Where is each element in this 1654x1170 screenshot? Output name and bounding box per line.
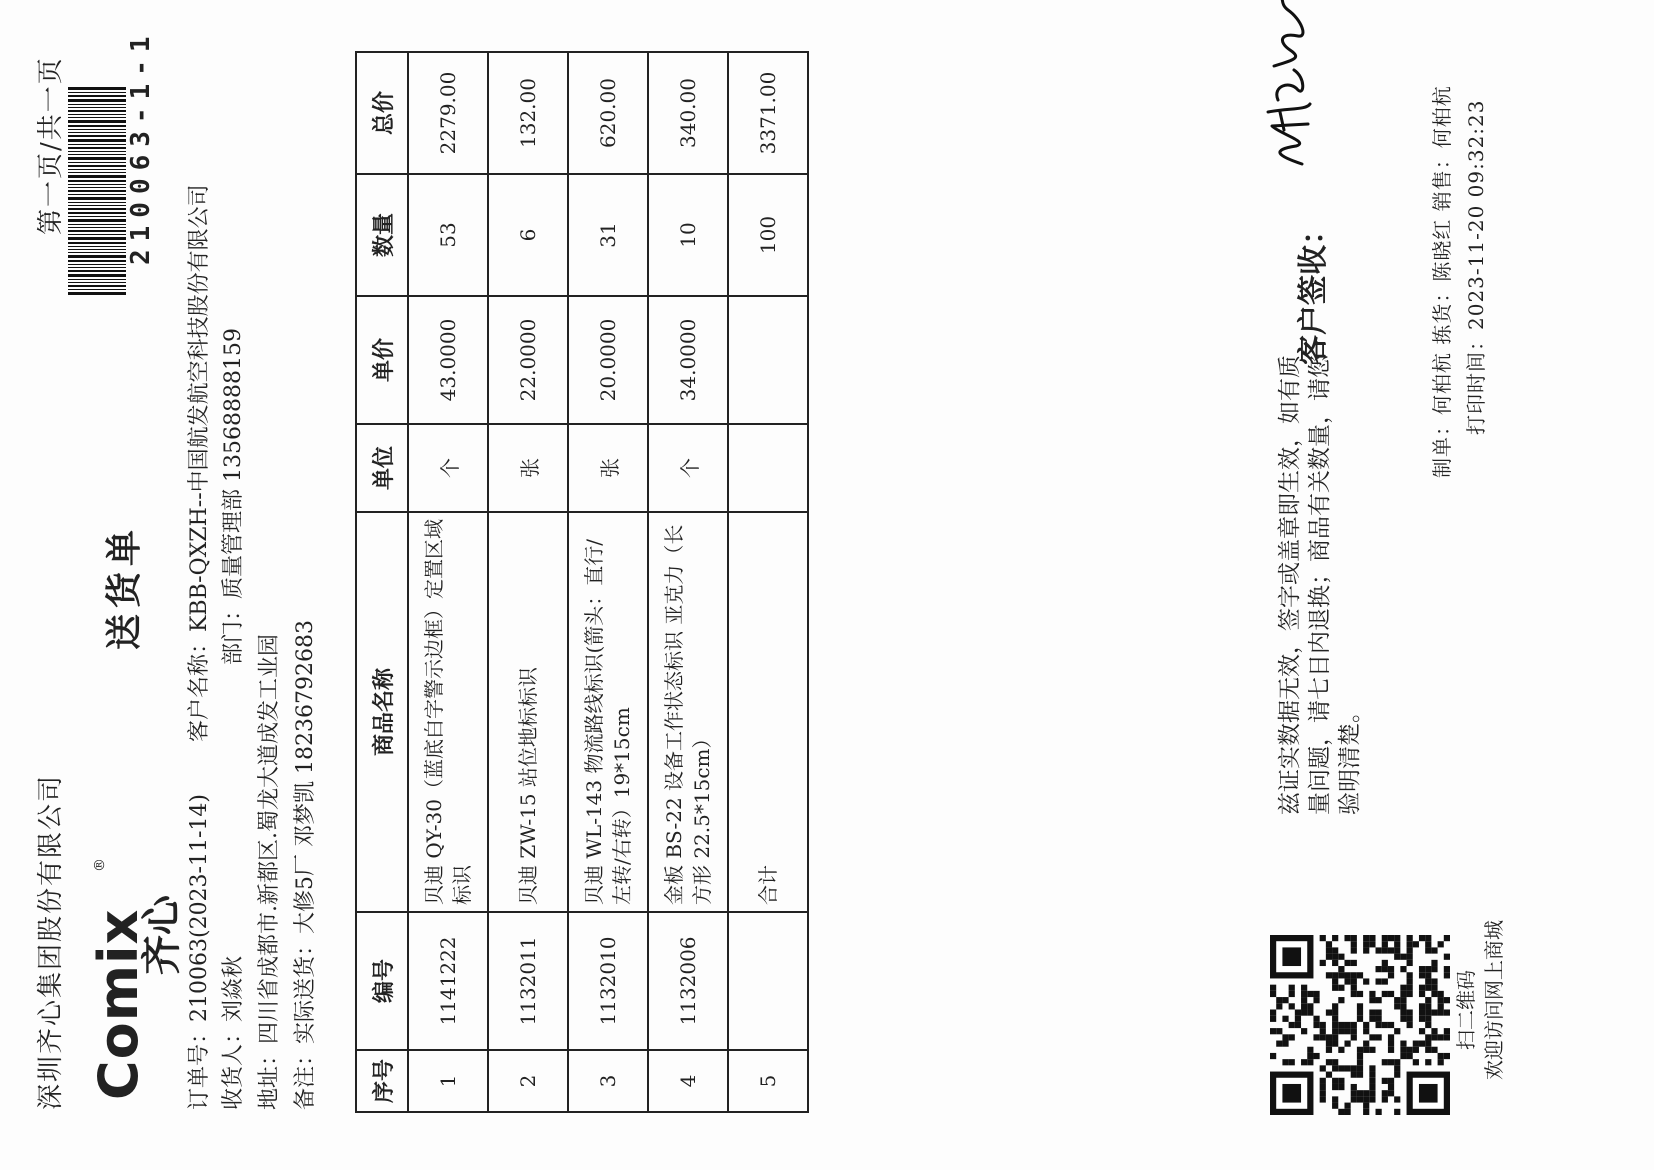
department: 部门：质量管理部 13568888159: [221, 328, 246, 665]
address: 地址：四川省成都市.新都区.蜀龙大道成发工业园: [257, 634, 282, 1110]
cell-product-name: 贝迪 ZW-15 站位地标标识: [488, 512, 568, 912]
cell-code: 1132011: [488, 912, 568, 1050]
cell-unit-price: 34.0000: [648, 296, 728, 424]
page-indicator: 第一页/共一页: [36, 56, 66, 235]
cell-unit: 个: [408, 424, 488, 512]
cell-unit-price: 22.0000: [488, 296, 568, 424]
handwritten-signature: [1250, 0, 1320, 170]
cell-no: 4: [648, 1050, 728, 1112]
print-time: 打印时间：2023-11-20 09:32:23: [1464, 99, 1488, 435]
cell-unit: 个: [648, 424, 728, 512]
logo-registered-mark: ®: [92, 858, 108, 872]
table-row: [488, 52, 568, 1112]
cell-product-name: 金板 BS-22 设备工作状态标识 亚克力（长方形 22.5*15cm）: [648, 512, 728, 912]
cell-unit-price: 43.0000: [408, 296, 488, 424]
header-code: 编号: [356, 912, 408, 1050]
barcode-number: 210063-1-1: [126, 28, 156, 265]
customer-name: 客户名称：KBB-QXZH--中国航发航空科技股份有限公司: [187, 184, 212, 742]
comix-logo: [87, 858, 185, 1100]
remark: 备注：实际送货：大修5厂 邓梦凯 18236792683: [293, 620, 318, 1110]
qr-caption-mall: 欢迎访问网上商城: [1482, 920, 1506, 1080]
cell-total-label: 合计: [728, 512, 808, 912]
logo-text-cn: 齐心: [139, 895, 185, 975]
cell-unit-price: [728, 296, 808, 424]
cell-product-name: 贝迪 QY-30（蓝底白字警示边框）定置区域标识: [408, 512, 488, 912]
cell-total: 132.00: [488, 52, 568, 174]
cell-unit: 张: [488, 424, 568, 512]
cell-quantity: 10: [648, 174, 728, 296]
table-total-row: [728, 52, 808, 1112]
cell-total: 2279.00: [408, 52, 488, 174]
validity-notice: 兹证实数据无效，签字或盖章即生效，如有质量问题，请七日内退换；商品有关数量，请您验明清楚。: [1277, 355, 1363, 815]
cell-no: 3: [568, 1050, 648, 1112]
cell-unit: 张: [568, 424, 648, 512]
order-number: 订单号：210063(2023-11-14): [187, 794, 212, 1110]
table-header-row: [356, 52, 408, 1112]
logo-text-en: Comix: [87, 908, 150, 1100]
barcode-image: [68, 40, 126, 295]
table-row: [408, 52, 488, 1112]
cell-product-name: 贝迪 WL-143 物流路线标识(箭头：直行/左转/右转）19*15cm: [568, 512, 648, 912]
cell-code: 1132006: [648, 912, 728, 1050]
customer-signature-label: 客户签收：: [1296, 215, 1331, 365]
header-product-name: 商品名称: [356, 512, 408, 912]
qr-caption-scan: 扫二维码: [1454, 970, 1478, 1050]
cell-quantity: 53: [408, 174, 488, 296]
cell-code: [728, 912, 808, 1050]
table-row: [568, 52, 648, 1112]
table-row: [648, 52, 728, 1112]
document-title: 送货单: [103, 523, 145, 650]
cell-no: 2: [488, 1050, 568, 1112]
cell-no: 1: [408, 1050, 488, 1112]
items-table: [355, 51, 809, 1113]
cell-unit: [728, 424, 808, 512]
header-quantity: 数量: [356, 174, 408, 296]
cell-total-quantity: 100: [728, 174, 808, 296]
staff-info: 制单：何柏杭 拣货：陈晓红 销售：何柏杭: [1430, 85, 1454, 478]
cell-total: 340.00: [648, 52, 728, 174]
cell-code: 1141222: [408, 912, 488, 1050]
header-unit: 单位: [356, 424, 408, 512]
header-total: 总价: [356, 52, 408, 174]
receiver: 收货人：刘焱秋: [221, 955, 246, 1110]
cell-quantity: 6: [488, 174, 568, 296]
company-name: 深圳齐心集团股份有限公司: [36, 773, 66, 1110]
cell-unit-price: 20.0000: [568, 296, 648, 424]
cell-grand-total: 3371.00: [728, 52, 808, 174]
header-no: 序号: [356, 1050, 408, 1112]
cell-total: 620.00: [568, 52, 648, 174]
qr-code-image: [1270, 935, 1450, 1115]
header-unit-price: 单价: [356, 296, 408, 424]
cell-quantity: 31: [568, 174, 648, 296]
cell-no: 5: [728, 1050, 808, 1112]
cell-code: 1132010: [568, 912, 648, 1050]
